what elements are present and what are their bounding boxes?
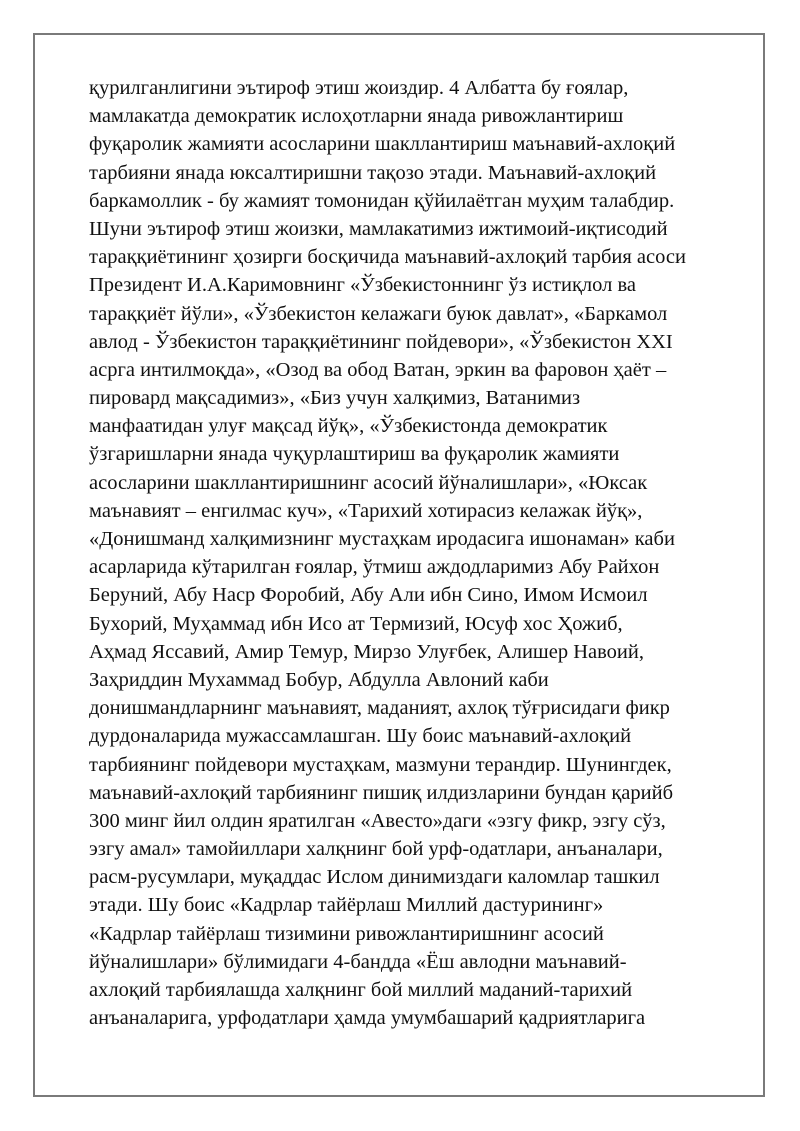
text-line: авлод - Ўзбекистон тараққиётининг пойдевори», «Ўзбекистон XXI xyxy=(89,330,673,353)
text-line: 300 минг йил олдин яратилган «Авесто»даги «эзгу фикр, эзгу сўз, xyxy=(89,809,666,832)
text-line: Беруний, Абу Наср Форобий, Абу Али ибн Сино, Имом Исмоил xyxy=(89,584,648,607)
text-line: тарбияни янада юксалтиришни тақозо этади. Маънавий-ахлоқий xyxy=(89,161,657,184)
text-line: фуқаролик жамияти асосларини шакллантириш маънавий-ахлоқий xyxy=(89,133,676,156)
text-line: ўзгаришларни янада чуқурлаштириш ва фуқаролик жамияти xyxy=(89,443,620,466)
text-line: маънавий-ахлоқий тарбиянинг пишиқ илдизларини бундан қарийб xyxy=(89,781,674,804)
text-line: баркамоллик - бу жамият томонидан қўйилаётган муҳим талабдир. xyxy=(89,189,675,212)
text-line: асрга интилмоқда», «Озод ва обод Ватан, эркин ва фаровон ҳаёт – xyxy=(89,358,667,381)
text-line: тараққиётининг ҳозирги босқичида маънавий-ахлоқий тарбия асоси xyxy=(89,246,686,269)
text-line: Шуни эътироф этиш жоизки, мамлакатимиз ижтимоий-иқтисодий xyxy=(89,217,668,240)
text-line: анъаналарига, урфодатлари ҳамда умумбашарий қадриятларига xyxy=(89,1007,646,1030)
text-line: манфаатидан улуғ мақсад йўқ», «Ўзбекистонда демократик xyxy=(89,415,608,438)
text-line: мамлакатда демократик ислоҳотларни янада ривожлантириш xyxy=(89,105,624,128)
text-line: маънавият – енгилмас куч», «Тарихий хотирасиз келажак йўқ», xyxy=(89,499,643,522)
text-line: дурдоналарида мужассамлашган. Шу боис маънавий-ахлоқий xyxy=(89,725,632,748)
text-line: этади. Шу боис «Кадрлар тайёрлаш Миллий дастурининг» xyxy=(89,894,604,917)
text-line: тарбиянинг пойдевори мустаҳкам, мазмуни терандир. Шунингдек, xyxy=(89,753,672,776)
text-line: ахлоқий тарбиялашда халқнинг бой миллий маданий-тарихий xyxy=(89,979,633,1001)
text-line: асосларини шакллантиришнинг асосий йўналишлари», «Юксак xyxy=(89,471,648,494)
text-line: «Кадрлар тайёрлаш тизимини ривожлантиришнинг асосий xyxy=(89,922,604,945)
text-line: қурилганлигини эътироф этиш жоиздир. 4 Албатта бу ғоялар, xyxy=(89,77,629,99)
text-line: тараққиёт йўли», «Ўзбекистон келажаги буюк давлат», «Баркамол xyxy=(89,302,668,325)
text-line: Аҳмад Яссавий, Амир Темур, Мирзо Улуғбек, Алишер Навоий, xyxy=(89,640,644,663)
text-line: эзгу амал» тамойиллари халқнинг бой урф-одатлари, анъаналари, xyxy=(89,838,663,861)
text-line: расм-русумлари, муқаддас Ислом динимиздаги каломлар ташкил xyxy=(89,866,660,889)
text-line: донишмандларнинг маънавият, маданият, ахлоқ тўғрисидаги фикр xyxy=(89,697,670,720)
body-paragraph xyxy=(89,74,729,1032)
text-line: асарларида кўтарилган ғоялар, ўтмиш аждодларимиз Абу Райхон xyxy=(89,556,660,579)
text-line: пировард мақсадимиз», «Биз учун халқимиз, Ватанимиз xyxy=(89,387,581,410)
text-line: Президент И.А.Каримовнинг «Ўзбекистоннинг ўз истиқлол ва xyxy=(89,274,636,297)
text-line: йўналишлари» бўлимидаги 4-бандда «Ёш авлодни маънавий- xyxy=(89,950,627,973)
text-line: Бухорий, Муҳаммад ибн Исо ат Термизий, Юсуф хос Ҳожиб, xyxy=(89,612,623,635)
text-line: «Донишманд халқимизнинг мустаҳкам иродасига ишонаман» каби xyxy=(89,528,675,550)
text-line: Заҳриддин Мухаммад Бобур, Абдулла Авлоний каби xyxy=(89,668,549,691)
